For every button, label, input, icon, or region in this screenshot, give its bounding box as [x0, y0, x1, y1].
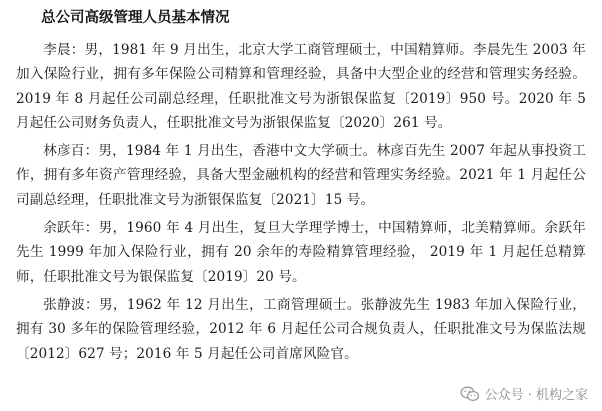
watermark-text: 公众号 · 机构之家 [484, 388, 588, 403]
bio-paragraph-zhang-jingbo: 张静波：男，1962 年 12 月出生，工商管理硕士。张静波先生 1983 年加入保险行业，拥有 30 多年的保险管理经验，2012 年 6 月起任公司合规负责人，任职批准文号为保监法规〔2012〕627 号；2016 年 5 月起任公司首席风险官。 [16, 296, 586, 362]
section-heading: 总公司高级管理人员基本情况 [41, 10, 230, 26]
wechat-icon [460, 386, 480, 402]
watermark [456, 382, 592, 405]
bio-paragraph-lin-yanbai: 林彦百：男，1984 年 1 月出生，香港中文大学硕士。林彦百先生 2007 年起从事投资工作，拥有多年资产管理经验，具备大型金融机构的经营和管理实务经验。2021 年 1 月起任公司副总经理，任职批准文号为浙银保监复〔2021〕15 号。 [16, 143, 586, 208]
bio-paragraph-yu-yuenian: 余跃年：男，1960 年 4 月出生，复旦大学理学博士，中国精算师，北美精算师。余跃年先生 1999 年加入保险行业，拥有 20 余年的寿险精算管理经验， 2019 年 1 月起任总精算师，任职批准文号为银保监复〔2019〕20 号。 [16, 220, 586, 285]
bio-paragraph-li-chen: 李晨：男，1981 年 9 月出生，北京大学工商管理硕士，中国精算师。李晨先生 2003 年加入保险行业，拥有多年保险公司精算和管理经验，具备中大型企业的经营和管理实务经验。2019 年 8 月起任公司副总经理，任职批准文号为浙银保监复〔2019〕950 号。2020 年 5 月起任公司财务负责人，任职批准文号为浙银保监复〔2020〕261 号。 [16, 42, 586, 131]
